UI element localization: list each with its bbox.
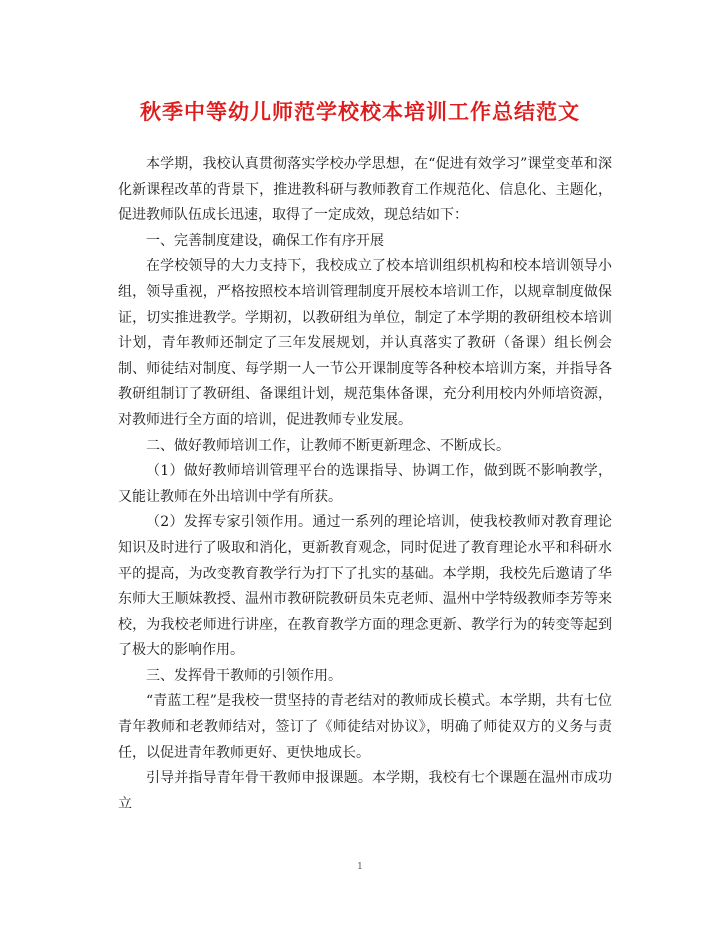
- intro-paragraph: 本学期，我校认真贯彻落实学校办学思想，在“促进有效学习”课堂变革和深化新课程改革的背景下，推进教科研与教师教育工作规范化、信息化、主题化，促进教师队伍成长迅速，取得了一定成效，现总结如下：: [118, 156, 612, 224]
- document-title: 秋季中等幼儿师范学校校本培训工作总结范文: [140, 99, 580, 124]
- section-heading-1: 一、完善制度建设，确保工作有序开展: [146, 232, 384, 249]
- page-number: 1: [357, 862, 363, 872]
- section-heading-2: 二、做好教师培训工作，让教师不断更新理念、不断成长。: [146, 437, 510, 454]
- body-paragraph: （2）发挥专家引领作用。通过一系列的理论培训，使我校教师对教育理论知识及时进行了吸取和消化，更新教育观念，同时促进了教育理论水平和科研水平的提高，为改变教育教学行为打下了扎实的基础。本学期，我校先后邀请了华东师大王顺妹教授、温州市教研院教研员朱克老师、温州中学特级教师李芳等来校，为我校老师进行讲座，在教育教学方面的理念更新、教学行为的转变等起到了极大的影响作用。: [118, 514, 612, 659]
- body-paragraph: “青蓝工程”是我校一贯坚持的青老结对的教师成长模式。本学期，共有七位青年教师和老教师结对，签订了《师徒结对协议》，明确了师徒双方的义务与责任，以促进青年教师更好、更快地成长。: [118, 693, 612, 761]
- body-paragraph: （1）做好教师培训管理平台的选课指导、协调工作，做到既不影响教学，又能让教师在外出培训中学有所获。: [118, 463, 612, 505]
- body-paragraph: 引导并指导青年骨干教师申报课题。本学期，我校有七个课题在温州市成功立: [118, 770, 612, 812]
- body-paragraph: 在学校领导的大力支持下，我校成立了校本培训组织机构和校本培训领导小组，领导重视，严格按照校本培训管理制度开展校本培训工作，以规章制度做保证，切实推进教学。学期初，以教研组为单位，制定了本学期的教研组校本培训计划，青年教师还制定了三年发展规划，并认真落实了教研（备课）组长例会制、师徒结对制度、每学期一人一节公开课制度等各种校本培训方案，并指导各教研组制订了教研组、备课组计划，规范集体备课，充分利用校内外师培资源，对教师进行全方面的培训，促进教师专业发展。: [118, 258, 612, 428]
- section-heading-3: 三、发挥骨干教师的引领作用。: [146, 667, 342, 684]
- document-body: [118, 152, 612, 817]
